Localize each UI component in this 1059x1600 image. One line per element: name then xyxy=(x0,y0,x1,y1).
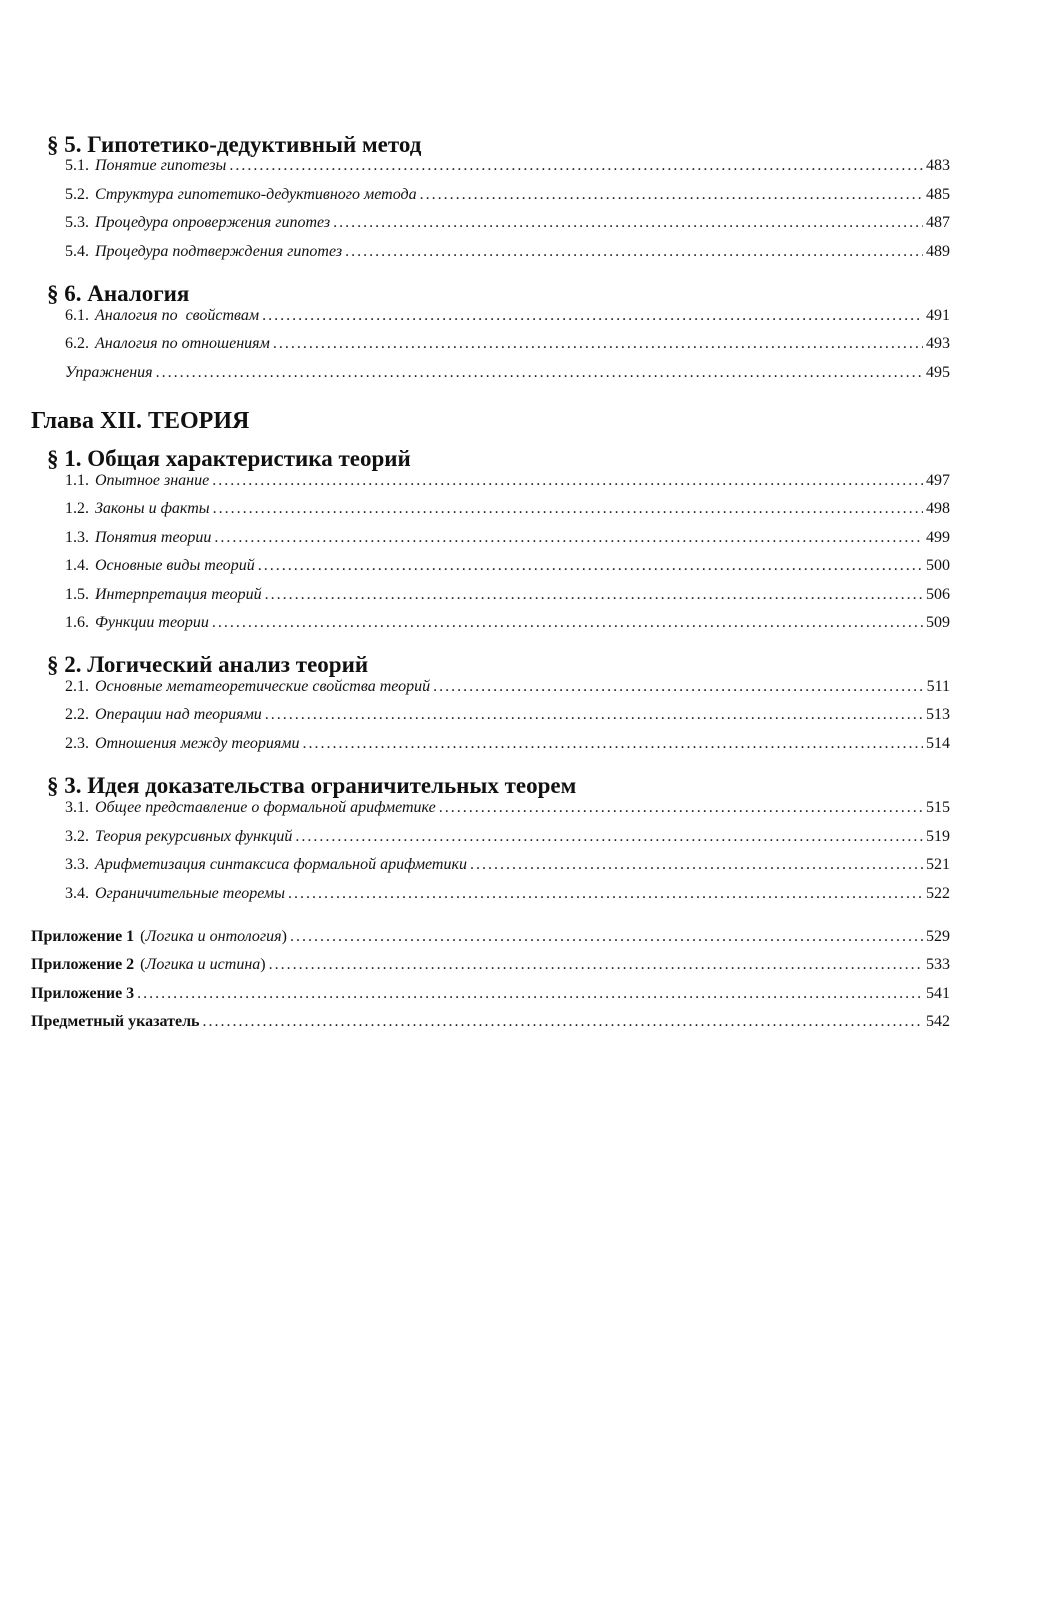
entry-title: Основные виды теорий xyxy=(95,557,255,574)
dot-leader xyxy=(433,678,923,696)
toc-entry[interactable] xyxy=(65,678,950,706)
entry-number: 1.3. xyxy=(65,529,89,546)
page-number: 533 xyxy=(926,956,950,973)
appendix-entry[interactable] xyxy=(31,985,950,1013)
entry-number: 1.1. xyxy=(65,472,89,489)
toc-entry[interactable] xyxy=(65,799,950,827)
entry-title: Аналогия по отношениям xyxy=(95,335,270,352)
toc-entry[interactable] xyxy=(65,885,950,913)
toc-entry[interactable] xyxy=(65,614,950,642)
page-number: 493 xyxy=(926,335,950,352)
toc-entry[interactable] xyxy=(65,307,950,335)
toc-entry[interactable] xyxy=(65,529,950,557)
entry-number: 3.3. xyxy=(65,856,89,873)
page-number: 514 xyxy=(926,735,950,752)
page-number: 506 xyxy=(926,586,950,603)
exercises-title: Упражнения xyxy=(65,364,153,381)
page-number: 513 xyxy=(926,706,950,723)
section-heading: § 5. Гипотетико-дедуктивный метод xyxy=(47,132,422,157)
page-number: 542 xyxy=(926,1013,950,1030)
dot-leader xyxy=(212,472,923,490)
dot-leader xyxy=(439,799,923,817)
dot-leader xyxy=(262,307,923,325)
index-entry[interactable] xyxy=(31,1013,950,1041)
entry-title: Общее представление о формальной арифметике xyxy=(95,799,436,816)
entry-number: 3.1. xyxy=(65,799,89,816)
appendix-title: Приложение 1 xyxy=(31,928,135,945)
page-number: 522 xyxy=(926,885,950,902)
page-number: 487 xyxy=(926,214,950,231)
entry-number: 2.2. xyxy=(65,706,89,723)
section-heading: § 6. Аналогия xyxy=(47,281,190,306)
toc-entry[interactable] xyxy=(65,335,950,363)
entry-number: 1.2. xyxy=(65,500,89,517)
toc-entry[interactable] xyxy=(65,500,950,528)
appendix-entry[interactable] xyxy=(31,956,950,984)
dot-leader xyxy=(302,735,923,753)
dot-leader xyxy=(203,1013,923,1031)
entry-title: Ограничительные теоремы xyxy=(95,885,285,902)
entry-title: Функции теории xyxy=(95,614,209,631)
page-number: 491 xyxy=(926,307,950,324)
entry-number: 2.3. xyxy=(65,735,89,752)
toc-entry[interactable] xyxy=(65,472,950,500)
dot-leader xyxy=(269,956,923,974)
dot-leader xyxy=(212,614,923,632)
entry-title: Операции над теориями xyxy=(95,706,262,723)
toc-entry[interactable] xyxy=(65,557,950,585)
page-number: 515 xyxy=(926,799,950,816)
page-number: 495 xyxy=(926,364,950,381)
entry-title: Основные метатеоретические свойства теорий xyxy=(95,678,431,695)
entry-number: 5.3. xyxy=(65,214,89,231)
entry-number: 1.4. xyxy=(65,557,89,574)
section-heading: § 1. Общая характеристика теорий xyxy=(47,446,411,471)
toc-entry[interactable] xyxy=(65,706,950,734)
dot-leader xyxy=(265,706,923,724)
appendix-title: Приложение 2 xyxy=(31,956,135,973)
entry-number: 5.2. xyxy=(65,186,89,203)
toc-entry[interactable] xyxy=(65,364,950,392)
dot-leader xyxy=(214,529,923,547)
entry-title: Арифметизация синтаксиса формальной арифметики xyxy=(95,856,467,873)
entry-title: Понятие гипотезы xyxy=(95,157,227,174)
toc-entry[interactable] xyxy=(65,186,950,214)
toc-entry[interactable] xyxy=(65,828,950,856)
page-number: 500 xyxy=(926,557,950,574)
page-number: 521 xyxy=(926,856,950,873)
entry-number: 3.4. xyxy=(65,885,89,902)
chapter-heading: Глава XII. ТЕОРИЯ xyxy=(31,408,250,434)
page-number: 511 xyxy=(926,678,950,695)
dot-leader xyxy=(273,335,923,353)
dot-leader xyxy=(265,586,923,604)
toc-entry[interactable] xyxy=(65,735,950,763)
entry-number: 1.5. xyxy=(65,586,89,603)
page-number: 489 xyxy=(926,243,950,260)
dot-leader xyxy=(213,500,923,518)
toc-entry[interactable] xyxy=(65,214,950,242)
entry-title: Процедура опровержения гипотез xyxy=(95,214,331,231)
entry-title: Теория рекурсивных функций xyxy=(95,828,293,845)
dot-leader xyxy=(258,557,923,575)
entry-title: Аналогия по свойствам xyxy=(95,307,260,324)
appendix-entry[interactable] xyxy=(31,928,950,956)
entry-title: Понятия теории xyxy=(95,529,212,546)
dot-leader xyxy=(333,214,923,232)
toc-entry[interactable] xyxy=(65,856,950,884)
entry-number: 2.1. xyxy=(65,678,89,695)
appendix-title: Приложение 3 xyxy=(31,985,135,1002)
entry-number: 5.1. xyxy=(65,157,89,174)
entry-number: 3.2. xyxy=(65,828,89,845)
section-heading: § 2. Логический анализ теорий xyxy=(47,652,369,677)
entry-number: 6.1. xyxy=(65,307,89,324)
page-number: 541 xyxy=(926,985,950,1002)
appendix-subtitle: (Логика и истина) xyxy=(140,956,266,973)
dot-leader xyxy=(229,157,923,175)
entry-title: Структура гипотетико-дедуктивного метода xyxy=(95,186,417,203)
entry-title: Законы и факты xyxy=(95,500,210,517)
dot-leader xyxy=(420,186,923,204)
page-number: 499 xyxy=(926,529,950,546)
dot-leader xyxy=(295,828,923,846)
dot-leader xyxy=(288,885,923,903)
entry-title: Интерпретация теорий xyxy=(95,586,262,603)
page-number: 498 xyxy=(926,500,950,517)
appendix-subtitle: (Логика и онтология) xyxy=(140,928,287,945)
page-number: 497 xyxy=(926,472,950,489)
entry-number: 6.2. xyxy=(65,335,89,352)
dot-leader xyxy=(290,928,923,946)
page-number: 485 xyxy=(926,186,950,203)
entry-title: Процедура подтверждения гипотез xyxy=(95,243,343,260)
page-number: 529 xyxy=(926,928,950,945)
toc-entry[interactable] xyxy=(65,157,950,185)
dot-leader xyxy=(345,243,923,261)
index-title: Предметный указатель xyxy=(31,1013,200,1030)
toc-entry[interactable] xyxy=(65,243,950,271)
dot-leader xyxy=(156,364,923,382)
dot-leader xyxy=(470,856,923,874)
page-number: 519 xyxy=(926,828,950,845)
entry-number: 1.6. xyxy=(65,614,89,631)
entry-title: Отношения между теориями xyxy=(95,735,300,752)
entry-title: Опытное знание xyxy=(95,472,210,489)
toc-entry[interactable] xyxy=(65,586,950,614)
page-number: 509 xyxy=(926,614,950,631)
entry-number: 5.4. xyxy=(65,243,89,260)
dot-leader xyxy=(137,985,923,1003)
section-heading: § 3. Идея доказательства ограничительных теорем xyxy=(47,773,577,798)
page-number: 483 xyxy=(926,157,950,174)
